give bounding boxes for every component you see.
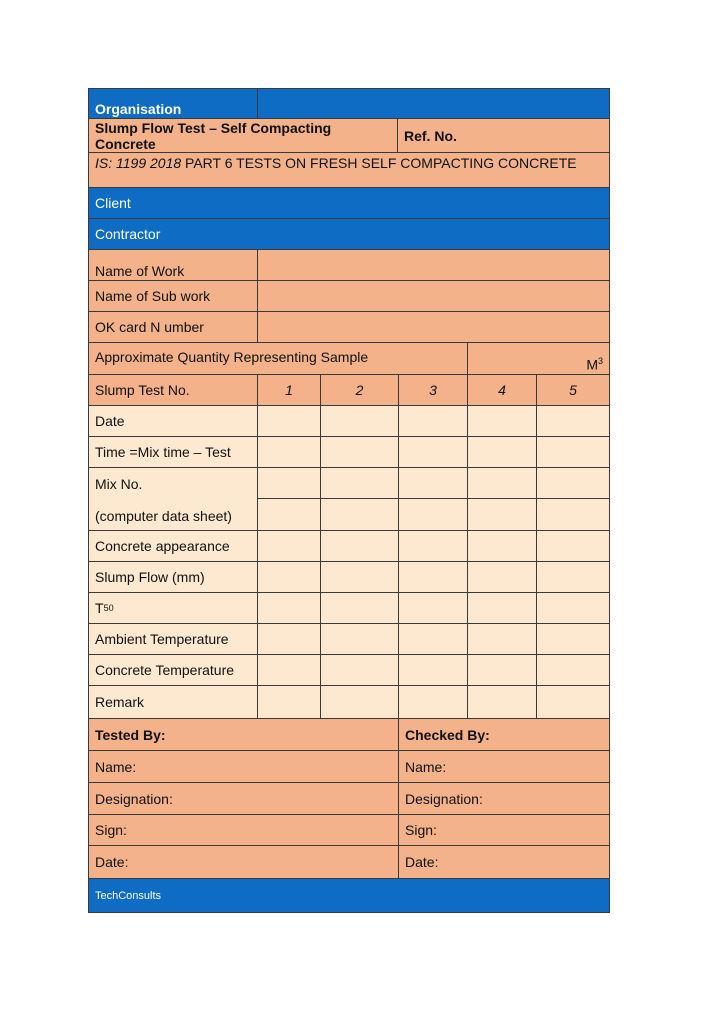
test-cell-slump-flow-2[interactable] xyxy=(320,561,399,593)
tested-designation-field[interactable]: Designation: xyxy=(88,782,399,815)
name-of-work-field[interactable] xyxy=(257,249,610,281)
time-row-label: Time =Mix time – Test xyxy=(88,436,258,468)
test-cell-appearance-3[interactable] xyxy=(398,530,468,562)
test-cell-computer-sheet-3[interactable] xyxy=(398,498,468,531)
test-column-5: 5 xyxy=(536,374,610,406)
tested-by-label: Tested By: xyxy=(88,718,399,751)
test-cell-appearance-1[interactable] xyxy=(257,530,321,562)
test-cell-mix-no-1[interactable] xyxy=(257,467,321,499)
checked-date-field[interactable]: Date: xyxy=(398,845,610,879)
test-cell-slump-flow-1[interactable] xyxy=(257,561,321,593)
test-cell-t50-5[interactable] xyxy=(536,592,610,624)
checked-designation-field[interactable]: Designation: xyxy=(398,782,610,815)
quantity-unit: $M^3$ xyxy=(586,356,603,373)
test-cell-t50-1[interactable] xyxy=(257,592,321,624)
concrete-temperature-row-label: Concrete Temperature xyxy=(88,654,258,686)
test-column-3: 3 xyxy=(398,374,468,406)
form-title: Slump Flow Test – Self Compacting Concrete xyxy=(88,118,398,153)
t50-row-label: T 50 xyxy=(88,592,258,624)
test-cell-concrete-temp-2[interactable] xyxy=(320,654,399,686)
test-cell-time-2[interactable] xyxy=(320,436,399,468)
ok-card-number-label: OK card N umber xyxy=(88,311,258,343)
test-column-4: 4 xyxy=(467,374,537,406)
checked-sign-field[interactable]: Sign: xyxy=(398,814,610,846)
test-cell-ambient-3[interactable] xyxy=(398,623,468,655)
date-row-label: Date xyxy=(88,405,258,437)
tested-date-field[interactable]: Date: xyxy=(88,845,399,879)
slump-flow-test-form xyxy=(88,88,610,913)
standard-description: PART 6 TESTS ON FRESH SELF COMPACTING CONCRETE xyxy=(181,155,577,171)
slump-test-no-label: Slump Test No. xyxy=(88,374,258,406)
test-cell-date-4[interactable] xyxy=(467,405,537,437)
approximate-quantity-field[interactable] xyxy=(467,342,610,375)
standard-code: IS: 1199 2018 xyxy=(95,155,182,171)
test-cell-computer-sheet-1[interactable] xyxy=(257,498,321,531)
standard-reference xyxy=(88,152,610,188)
test-cell-concrete-temp-4[interactable] xyxy=(467,654,537,686)
remark-row-label: Remark xyxy=(88,685,258,719)
test-column-2: 2 xyxy=(320,374,399,406)
test-cell-computer-sheet-4[interactable] xyxy=(467,498,537,531)
mix-no-label: Mix No. xyxy=(95,476,143,492)
test-cell-date-2[interactable] xyxy=(320,405,399,437)
test-cell-time-1[interactable] xyxy=(257,436,321,468)
test-cell-ambient-2[interactable] xyxy=(320,623,399,655)
test-cell-concrete-temp-1[interactable] xyxy=(257,654,321,686)
test-cell-slump-flow-3[interactable] xyxy=(398,561,468,593)
test-cell-date-1[interactable] xyxy=(257,405,321,437)
mix-no-row-label xyxy=(88,467,258,531)
name-of-work-label: Name of Work xyxy=(88,249,258,281)
concrete-appearance-row-label: Concrete appearance xyxy=(88,530,258,562)
test-cell-remark-5[interactable] xyxy=(536,685,610,719)
test-cell-slump-flow-4[interactable] xyxy=(467,561,537,593)
test-cell-appearance-4[interactable] xyxy=(467,530,537,562)
test-cell-remark-2[interactable] xyxy=(320,685,399,719)
test-cell-computer-sheet-5[interactable] xyxy=(536,498,610,531)
test-cell-appearance-2[interactable] xyxy=(320,530,399,562)
test-cell-mix-no-3[interactable] xyxy=(398,467,468,499)
test-cell-remark-1[interactable] xyxy=(257,685,321,719)
ambient-temperature-row-label: Ambient Temperature xyxy=(88,623,258,655)
checked-by-label: Checked By: xyxy=(398,718,610,751)
test-cell-time-5[interactable] xyxy=(536,436,610,468)
name-of-sub-work-field[interactable] xyxy=(257,280,610,312)
test-cell-time-4[interactable] xyxy=(467,436,537,468)
slump-flow-row-label: Slump Flow (mm) xyxy=(88,561,258,593)
test-column-1: 1 xyxy=(257,374,321,406)
test-cell-slump-flow-5[interactable] xyxy=(536,561,610,593)
test-cell-t50-4[interactable] xyxy=(467,592,537,624)
test-cell-mix-no-2[interactable] xyxy=(320,467,399,499)
test-cell-ambient-1[interactable] xyxy=(257,623,321,655)
test-cell-mix-no-4[interactable] xyxy=(467,467,537,499)
client-label: Client xyxy=(88,187,610,219)
test-cell-mix-no-5[interactable] xyxy=(536,467,610,499)
test-cell-ambient-4[interactable] xyxy=(467,623,537,655)
approximate-quantity-label: Approximate Quantity Representing Sample xyxy=(88,342,468,375)
organisation-label: Organisation xyxy=(88,88,258,119)
test-cell-date-3[interactable] xyxy=(398,405,468,437)
checked-name-field[interactable]: Name: xyxy=(398,750,610,783)
contractor-label: Contractor xyxy=(88,218,610,250)
test-cell-concrete-temp-3[interactable] xyxy=(398,654,468,686)
test-cell-concrete-temp-5[interactable] xyxy=(536,654,610,686)
ok-card-number-field[interactable] xyxy=(257,311,610,343)
test-cell-t50-2[interactable] xyxy=(320,592,399,624)
test-cell-remark-4[interactable] xyxy=(467,685,537,719)
ref-no-label: Ref. No. xyxy=(397,118,610,153)
test-cell-date-5[interactable] xyxy=(536,405,610,437)
test-cell-appearance-5[interactable] xyxy=(536,530,610,562)
organisation-value-field[interactable] xyxy=(257,88,610,119)
name-of-sub-work-label: Name of Sub work xyxy=(88,280,258,312)
test-cell-ambient-5[interactable] xyxy=(536,623,610,655)
tested-sign-field[interactable]: Sign: xyxy=(88,814,399,846)
tested-name-field[interactable]: Name: xyxy=(88,750,399,783)
test-cell-t50-3[interactable] xyxy=(398,592,468,624)
computer-data-sheet-label: (computer data sheet) xyxy=(95,508,232,524)
test-cell-time-3[interactable] xyxy=(398,436,468,468)
test-cell-remark-3[interactable] xyxy=(398,685,468,719)
test-cell-computer-sheet-2[interactable] xyxy=(320,498,399,531)
footer-brand: TechConsults xyxy=(88,878,610,913)
